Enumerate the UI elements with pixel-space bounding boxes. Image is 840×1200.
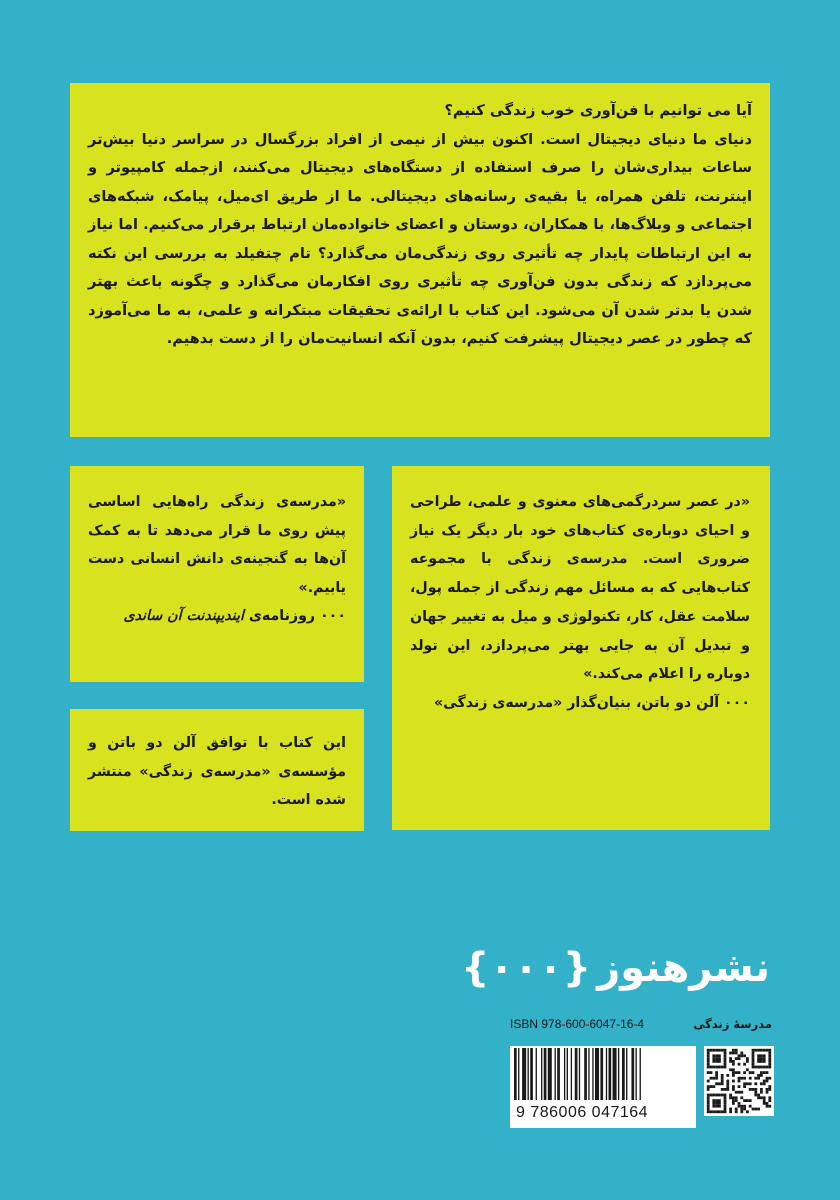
- attribution-prefix: ٠٠٠ روزنامه‌ی: [248, 608, 346, 624]
- attribution-source: ایندیپندنت آن ساندی: [123, 608, 244, 624]
- publisher-braces-mark: {٠٠٠}: [461, 945, 592, 991]
- quote-attribution: ٠٠٠ آلن دو باتن، بنیان‌گذار «مدرسه‌ی زندگی»: [434, 694, 750, 711]
- main-description-box: [70, 83, 770, 437]
- quote-text: «در عصر سردرگمی‌های معنوی و علمی، طراحی و احیای دوباره‌ی کتاب‌های خود بار دیگر یک نیاز ضروری است. مدرسه‌ی زندگی با مجموعه کتاب‌هایی که به مسائل مهم زندگی از جمله پول، سلامت عقل، کار، تکنولوژی و میل به تغییر جهان و تبدیل آن به جایی بهتر می‌پردازد، این تولد دوباره را اعلام می‌کند.»: [410, 494, 750, 683]
- barcode-digits: 9 786006 047164: [516, 1100, 696, 1126]
- isbn-number: ISBN 978-600-6047-16-4: [510, 1017, 645, 1031]
- publication-note-text: این کتاب با توافق آلن دو باتن و مؤسسه‌ی «مدرسه‌ی زندگی» منتشر شده است.: [88, 735, 346, 808]
- isbn-row: [510, 1015, 772, 1033]
- quote-box-left: [70, 466, 364, 682]
- quote-text: «مدرسه‌ی زندگی راه‌هایی اساسی پیش روی ما قرار می‌دهد تا به کمک آن‌ها به گنجینه‌ی دانش انسانی دست یابیم.»: [88, 494, 346, 596]
- headline-question: آیا می توانیم با فن‌آوری خوب زندگی کنیم؟: [444, 102, 752, 119]
- qr-code-icon: [704, 1046, 774, 1116]
- imprint-label: مدرسهٔ زندگی: [693, 1017, 772, 1031]
- quote-box-right: [392, 466, 770, 830]
- publication-note-box: [70, 709, 364, 831]
- quote-attribution: [88, 602, 346, 631]
- description-text: دنیای ما دنیای دیجیتال است. اکنون بیش از نیمی از افراد بزرگسال در سراسر دنیا بیش‌تر ساعات بیداری‌شان را صرف استفاده از دستگاه‌های دیجیتال می‌کنند، ازجمله کامپیوتر و اینترنت، تلفن همراه، یا بقیه‌ی رسانه‌های دیجیتالی. ما از طریق ای‌میل، پیامک، شبکه‌های اجتماعی و وبلاگ‌ها، با همکاران، دوستان و اعضای خانواده‌مان ارتباط برقرار می‌کنیم. اما نیاز به این ارتباطات پایدار چه تأثیری روی زندگی‌مان می‌گذارد؟ تام چتفیلد به بررسی این نکته می‌پردازد که زندگی بدون فن‌آوری چه تأثیری روی افکارمان می‌گذارد و چگونه باعث بهتر شدن یا بدتر شدن آن می‌شود. این کتاب با ارائه‌ی تحقیقات مبتکرانه و علمی، به ما می‌آموزد که چطور در عصر دیجیتال پیشرفت کنیم، بدون آنکه انسانیت‌مان را از دست بدهیم.: [88, 130, 752, 347]
- publisher-name: نشرهنوز: [597, 945, 770, 991]
- publisher-logo: [461, 938, 770, 998]
